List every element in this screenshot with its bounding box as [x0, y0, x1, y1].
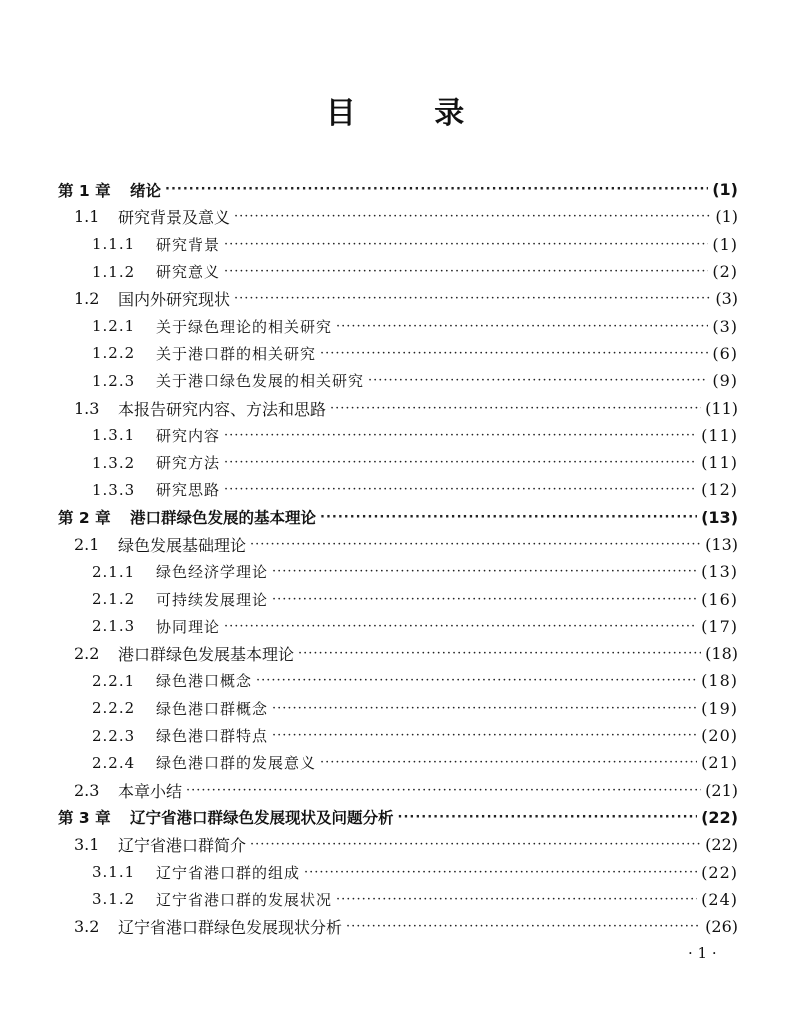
toc-entry-title: 绪论 — [130, 181, 162, 200]
dot-leader — [224, 237, 708, 252]
dot-leader — [224, 264, 708, 279]
toc-entry — [58, 203, 738, 230]
toc-entry-number: 1.1.2 — [92, 262, 136, 281]
toc-entry — [58, 749, 738, 776]
dot-leader — [224, 428, 697, 443]
dot-leader — [320, 346, 708, 361]
toc-entry-number: 3.1 — [74, 835, 100, 855]
dot-leader — [250, 837, 701, 852]
toc-entry-page: (21) — [705, 780, 738, 800]
toc-entry — [58, 695, 738, 722]
toc-entry-title: 关于港口群的相关研究 — [156, 344, 317, 363]
toc-entry-number: 2.2.1 — [92, 671, 136, 690]
toc-entry — [58, 258, 738, 285]
toc-entry-page: (1) — [712, 234, 738, 254]
dot-leader — [234, 209, 711, 224]
toc-entry — [58, 831, 738, 858]
toc-entry-title: 研究背景及意义 — [118, 208, 231, 228]
toc-entry — [58, 804, 738, 831]
toc-entry-page: (11) — [701, 453, 738, 473]
toc-entry-page: (13) — [701, 507, 738, 527]
toc-entry-title: 绿色经济学理论 — [156, 563, 269, 582]
toc-entry-title: 绿色发展基础理论 — [118, 536, 247, 555]
toc-entry-page: (22) — [701, 807, 738, 827]
toc-entry — [58, 886, 738, 913]
toc-entry-page: (18) — [705, 644, 738, 664]
dot-leader — [320, 755, 697, 770]
dot-leader — [272, 728, 697, 743]
toc-entry-number: 1.3 — [74, 398, 100, 418]
toc-entry — [58, 558, 738, 585]
dot-leader — [298, 646, 701, 661]
toc-entry-title: 辽宁省港口群的组成 — [156, 863, 301, 882]
page-number: · 1 · — [688, 944, 717, 962]
toc-entry-number: 2.2.3 — [92, 726, 136, 745]
toc-entry-number: 2.1.3 — [92, 617, 136, 636]
toc-entry-number: 1.1.1 — [92, 235, 136, 254]
toc-entry-page: (12) — [701, 480, 738, 500]
toc-entry-title: 港口群绿色发展的基本理论 — [130, 509, 317, 528]
toc-entry-number: 第 3 章 — [58, 809, 111, 828]
toc-entry-title: 辽宁省港口群的发展状况 — [156, 890, 333, 909]
toc-entry-number: 2.1.1 — [92, 562, 136, 581]
dot-leader — [256, 673, 697, 688]
toc-entry-title: 辽宁省港口群绿色发展现状及问题分析 — [130, 809, 394, 828]
toc-entry — [58, 367, 738, 394]
toc-entry-page: (1) — [712, 180, 738, 200]
dot-leader — [336, 892, 697, 907]
toc-title — [0, 88, 790, 132]
toc-entry-page: (22) — [701, 862, 738, 882]
table-of-contents — [58, 176, 738, 940]
toc-entry-number: 2.1 — [74, 535, 100, 554]
toc-entry — [58, 476, 738, 503]
toc-entry-title: 国内外研究现状 — [118, 290, 231, 310]
toc-entry — [58, 722, 738, 749]
toc-entry — [58, 176, 738, 203]
toc-entry — [58, 504, 738, 531]
toc-entry-number: 1.1 — [74, 207, 100, 227]
dot-leader — [165, 182, 708, 197]
toc-entry-title: 绿色港口概念 — [156, 672, 253, 691]
toc-entry — [58, 913, 738, 940]
toc-entry-title: 绿色港口群的发展意义 — [156, 754, 317, 773]
toc-entry — [58, 422, 738, 449]
toc-entry-title: 绿色港口群特点 — [156, 727, 269, 746]
toc-entry-number: 3.1.2 — [92, 890, 136, 909]
dot-leader — [186, 783, 701, 798]
toc-entry-number: 1.3.1 — [92, 426, 136, 445]
dot-leader — [224, 455, 697, 470]
toc-entry-page: (6) — [712, 343, 738, 363]
dot-leader — [304, 865, 697, 880]
toc-entry-page: (24) — [701, 889, 738, 909]
dot-leader — [330, 401, 701, 416]
toc-entry-title: 辽宁省港口群绿色发展现状分析 — [118, 918, 343, 938]
toc-entry-number: 2.3 — [74, 780, 100, 800]
toc-entry-number: 3.1.1 — [92, 863, 136, 882]
dot-leader — [272, 701, 697, 716]
toc-entry — [58, 585, 738, 612]
toc-entry-page: (13) — [705, 535, 738, 554]
toc-entry — [58, 667, 738, 694]
toc-entry-page: (17) — [701, 616, 738, 636]
dot-leader — [398, 810, 698, 825]
toc-entry-page: (1) — [715, 207, 738, 227]
toc-entry — [58, 394, 738, 421]
toc-entry-title: 研究内容 — [156, 426, 221, 445]
dot-leader — [368, 373, 708, 388]
toc-entry-number: 第 1 章 — [58, 181, 111, 200]
toc-entry-title: 关于绿色理论的相关研究 — [156, 317, 333, 336]
toc-entry — [58, 777, 738, 804]
toc-entry-page: (16) — [701, 589, 738, 609]
toc-entry — [58, 613, 738, 640]
toc-entry-page: (9) — [712, 371, 738, 391]
toc-entry-number: 1.2 — [74, 289, 100, 309]
toc-entry-page: (19) — [701, 698, 738, 718]
toc-entry-page: (3) — [712, 316, 738, 336]
dot-leader — [320, 510, 697, 525]
toc-entry-number: 2.2.2 — [92, 699, 136, 718]
toc-entry — [58, 531, 738, 558]
dot-leader — [336, 319, 708, 334]
toc-entry-number: 2.2.4 — [92, 753, 136, 772]
toc-entry-title: 关于港口绿色发展的相关研究 — [156, 372, 365, 391]
dot-leader — [224, 619, 697, 634]
toc-entry-title: 本章小结 — [118, 781, 183, 801]
toc-entry-number: 1.2.1 — [92, 317, 136, 336]
toc-entry — [58, 640, 738, 667]
dot-leader — [234, 291, 711, 306]
toc-entry-page: (11) — [701, 425, 738, 445]
dot-leader — [346, 919, 701, 934]
toc-entry-title: 研究意义 — [156, 263, 221, 282]
toc-entry-number: 1.3.2 — [92, 453, 136, 472]
toc-entry-page: (18) — [701, 671, 738, 691]
toc-entry-number: 1.2.3 — [92, 371, 136, 390]
dot-leader — [250, 537, 701, 552]
toc-entry-title: 辽宁省港口群简介 — [118, 836, 247, 856]
toc-entry — [58, 285, 738, 312]
toc-entry-title: 本报告研究内容、方法和思路 — [118, 399, 327, 419]
toc-entry-title: 绿色港口群概念 — [156, 699, 269, 718]
toc-title-char-2: 录 — [434, 96, 465, 131]
toc-entry-number: 2.2 — [74, 644, 100, 664]
toc-entry-page: (22) — [705, 835, 738, 855]
toc-entry-title: 研究思路 — [156, 481, 221, 500]
toc-entry-page: (13) — [701, 562, 738, 582]
dot-leader — [224, 482, 697, 497]
toc-entry-page: (21) — [701, 753, 738, 773]
toc-entry-page: (11) — [705, 398, 738, 418]
dot-leader — [272, 592, 697, 607]
toc-entry-page: (2) — [712, 262, 738, 282]
toc-entry-number: 2.1.2 — [92, 590, 136, 609]
toc-entry — [58, 340, 738, 367]
toc-entry-page: (26) — [705, 917, 738, 937]
toc-title-char-1: 目 — [325, 96, 356, 131]
toc-entry-title: 协同理论 — [156, 617, 221, 636]
toc-entry-title: 可持续发展理论 — [156, 590, 269, 609]
toc-entry — [58, 858, 738, 885]
toc-entry-number: 1.3.3 — [92, 480, 136, 499]
toc-entry — [58, 231, 738, 258]
toc-entry-title: 研究方法 — [156, 454, 221, 473]
toc-entry-number: 第 2 章 — [58, 509, 111, 528]
toc-entry-page: (3) — [715, 289, 738, 309]
toc-entry-number: 3.2 — [74, 917, 100, 937]
dot-leader — [272, 564, 697, 579]
toc-entry — [58, 312, 738, 339]
toc-entry-page: (20) — [701, 726, 738, 746]
toc-entry-title: 港口群绿色发展基本理论 — [118, 645, 295, 665]
toc-entry-number: 1.2.2 — [92, 344, 136, 363]
toc-entry-title: 研究背景 — [156, 235, 221, 254]
toc-entry — [58, 449, 738, 476]
